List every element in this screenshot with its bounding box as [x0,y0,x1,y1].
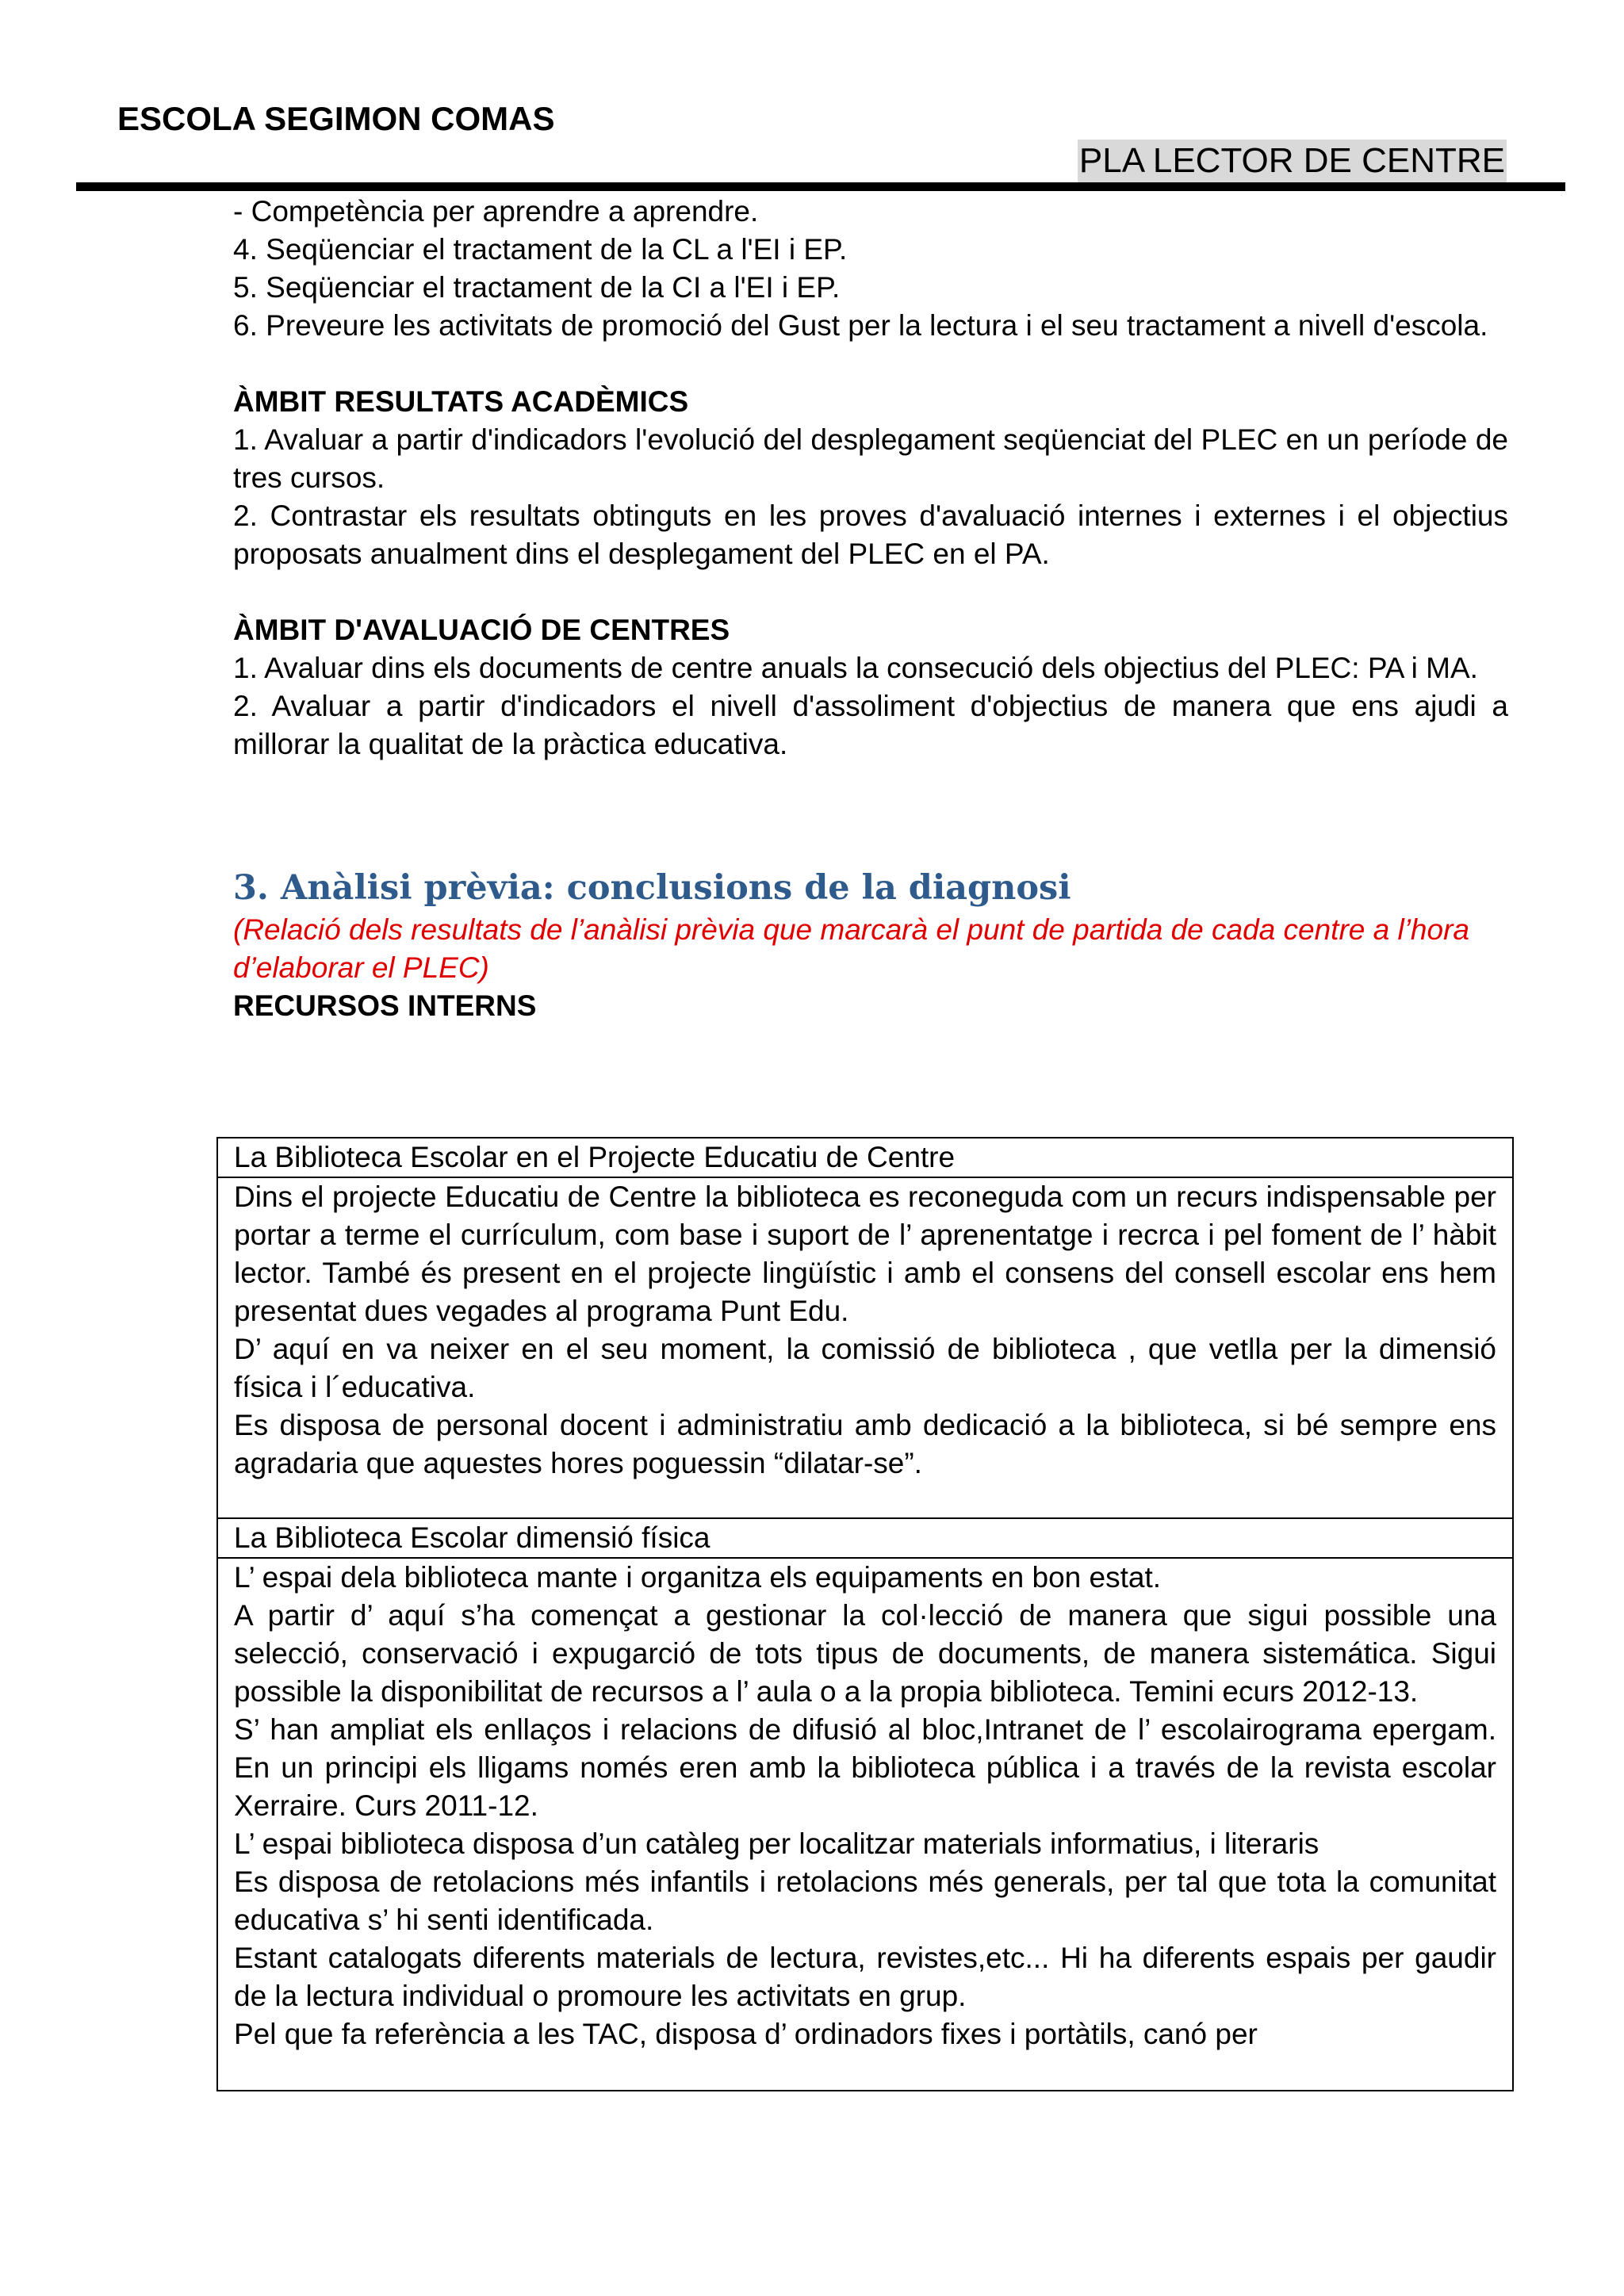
table-cell-text: D’ aquí en va neixer en el seu moment, la comissió de biblioteca , que vetlla per la dimensió física i l´educativa. [234,1333,1496,1403]
intro-line: 5. Seqüenciar el tractament de la CI a l'EI i EP. [233,271,841,304]
table-row-body [218,1178,1512,1519]
intro-line: 4. Seqüenciar el tractament de la CL a l'EI i EP. [233,233,848,266]
table-row-body [218,1559,1512,2053]
document-label: PLA LECTOR DE CENTRE [1078,140,1507,182]
ambit-resultats-heading: ÀMBIT RESULTATS ACADÈMICS [233,385,689,418]
ambit-avaluacio-item: 1. Avaluar dins els documents de centre anuals la consecució dels objectius del PLEC: PA i MA. [233,652,1478,684]
header-rule [76,182,1565,191]
table-row-title [218,1519,1512,1559]
resources-table [216,1137,1514,2091]
table-row-title [218,1138,1512,1178]
table-cell-text: L’ espai dela biblioteca mante i organitza els equipaments en bon estat. [234,1561,1162,1594]
page-content [233,193,1508,1025]
section-note: (Relació dels resultats de l’anàlisi prèvia que marcarà el punt de partida de cada centre a l’hora d’elaborar el PLEC) [233,913,1469,984]
ambit-avaluacio-item: 2. Avaluar a partir d'indicadors el nivell d'assoliment d'objectius de manera que ens ajudi a millorar la qualitat de la pràctica educativa. [233,690,1508,760]
table-cell-title: La Biblioteca Escolar dimensió física [234,1521,710,1554]
table-cell-text: Dins el projecte Educatiu de Centre la biblioteca es reconeguda com un recurs indispensable per portar a terme el currículum, com base i suport de l’ aprenentatge i recrca i pel foment de l’ hàbit lector. També és present en el projecte lingüístic i amb el consens del consell escolar ens hem presentat dues vegades al programa Punt Edu. [234,1181,1496,1327]
section-title: 3. Anàlisi prèvia: conclusions de la diagnosi [233,868,1071,908]
intro-line: 6. Preveure les activitats de promoció del Gust per la lectura i el seu tractament a nivell d'escola. [233,309,1488,342]
table-cell-text: A partir d’ aquí s’ha començat a gestionar la col·lecció de manera que sigui possible una selecció, conservació i expugarció de tots tipus de documents, de manera sistemática. Sigui possible la disponibilitat de recursos a l’ aula o a la propia biblioteca. Temini ecurs 2012-13. [234,1599,1496,1708]
table-cell-text: Estant catalogats diferents materials de lectura, revistes,etc... Hi ha diferents espais per gaudir de la lectura individual o promoure les activitats en grup. [234,1942,1496,2012]
table-cell-title: La Biblioteca Escolar en el Projecte Educatiu de Centre [234,1141,956,1173]
school-name: ESCOLA SEGIMON COMAS [117,100,555,137]
table-cell-text: Pel que fa referència a les TAC, disposa d’ ordinadors fixes i portàtils, canó per [234,2018,1258,2050]
intro-line: - Competència per aprendre a aprendre. [233,195,759,228]
ambit-resultats-item: 1. Avaluar a partir d'indicadors l'evolució del desplegament seqüenciat del PLEC en un període de tres cursos. [233,423,1508,494]
spacer [233,573,1508,611]
ambit-resultats-item: 2. Contrastar els resultats obtinguts en les proves d'avaluació internes i externes i el objectius proposats anualment dins el desplegament del PLEC en el PA. [233,499,1508,570]
recursos-interns-heading: RECURSOS INTERNS [233,989,537,1022]
spacer [233,345,1508,383]
table-cell-text: L’ espai biblioteca disposa d’un catàleg per localitzar materials informatius, i literaris [234,1827,1320,1860]
table-cell-text: S’ han ampliat els enllaços i relacions de difusió al bloc,Intranet de l’ escolairograma epergam. En un principi els lligams només eren amb la biblioteca pública i a través de la revista escolar Xerraire. Curs 2011-12. [234,1713,1496,1822]
spacer [233,763,1508,865]
table-cell-text: Es disposa de personal docent i administratiu amb dedicació a la biblioteca, si bé sempre ens agradaria que aquestes hores poguessin “dilatar-se”. [234,1409,1496,1479]
table-cell-text: Es disposa de retolacions més infantils i retolacions més generals, per tal que tota la comunitat educativa s’ hi senti identificada. [234,1866,1496,1936]
ambit-avaluacio-heading: ÀMBIT D'AVALUACIÓ DE CENTRES [233,614,730,646]
